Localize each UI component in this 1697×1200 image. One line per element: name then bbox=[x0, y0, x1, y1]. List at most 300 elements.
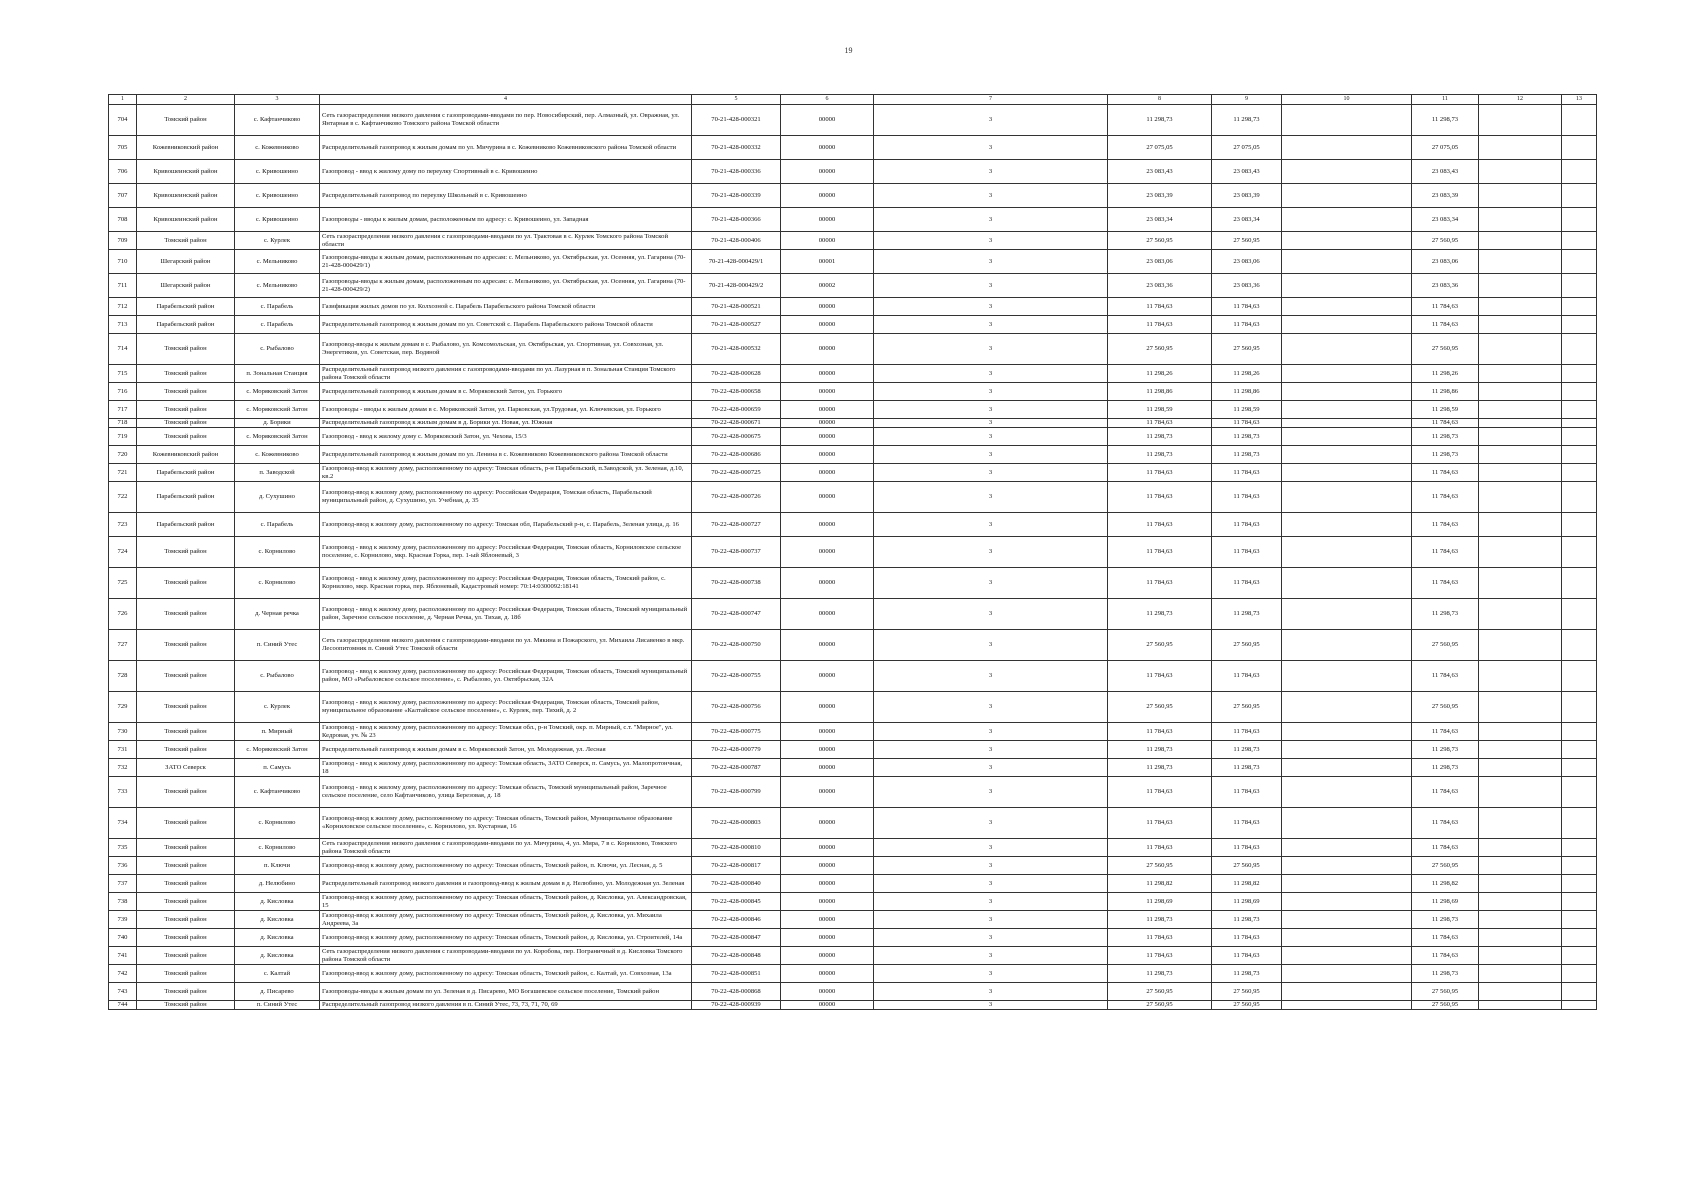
table-cell-col12 bbox=[1479, 723, 1562, 741]
table-cell-col7: 3 bbox=[874, 136, 1108, 160]
table-body bbox=[109, 105, 1597, 1010]
table-row bbox=[109, 334, 1597, 365]
table-cell-col7: 3 bbox=[874, 1001, 1108, 1010]
table-cell-col3: с. Калтай bbox=[235, 965, 320, 983]
table-cell-col8: 11 298,73 bbox=[1108, 105, 1212, 136]
table-cell-col13 bbox=[1562, 537, 1597, 568]
table-cell-col10 bbox=[1282, 250, 1412, 274]
table-cell-col4: Сеть газораспределения низкого давления с газопроводами-вводами по ул. Коробова, пер. Пограничный в д. Кисловка Томского района Томской области bbox=[320, 947, 692, 965]
table-cell-col7: 3 bbox=[874, 630, 1108, 661]
table-row bbox=[109, 983, 1597, 1001]
table-cell-col12 bbox=[1479, 298, 1562, 316]
table-cell-col1: 711 bbox=[109, 274, 137, 298]
table-cell-col5: 70-22-428-000737 bbox=[692, 537, 781, 568]
table-cell-col10 bbox=[1282, 105, 1412, 136]
table-cell-col13 bbox=[1562, 274, 1597, 298]
table-cell-col6: 00000 bbox=[781, 661, 874, 692]
table-cell-col8: 11 784,63 bbox=[1108, 661, 1212, 692]
table-cell-col4: Газопровод-ввод к жилому дому, расположенному по адресу: Томская область, р-н Парабельский, п.Заводской, ул. Зеленая, д.10, кв.2 bbox=[320, 464, 692, 482]
table-cell-col13 bbox=[1562, 316, 1597, 334]
table-cell-col9: 27 560,95 bbox=[1212, 692, 1282, 723]
table-cell-col13 bbox=[1562, 184, 1597, 208]
table-cell-col8: 11 298,86 bbox=[1108, 383, 1212, 401]
table-cell-col2: Томский район bbox=[137, 965, 235, 983]
table-cell-col1: 706 bbox=[109, 160, 137, 184]
table-cell-col12 bbox=[1479, 419, 1562, 428]
table-cell-col12 bbox=[1479, 383, 1562, 401]
table-row bbox=[109, 136, 1597, 160]
table-cell-col10 bbox=[1282, 482, 1412, 513]
table-row bbox=[109, 232, 1597, 250]
table-cell-col6: 00000 bbox=[781, 316, 874, 334]
table-cell-col3: с. Рыбалово bbox=[235, 661, 320, 692]
table-cell-col11: 11 298,73 bbox=[1412, 965, 1479, 983]
table-cell-col8: 11 784,63 bbox=[1108, 568, 1212, 599]
table-cell-col9: 11 784,63 bbox=[1212, 482, 1282, 513]
table-cell-col1: 708 bbox=[109, 208, 137, 232]
table-cell-col13 bbox=[1562, 661, 1597, 692]
table-cell-col6: 00000 bbox=[781, 741, 874, 759]
table-cell-col7: 3 bbox=[874, 513, 1108, 537]
table-cell-col9: 11 784,63 bbox=[1212, 839, 1282, 857]
table-cell-col4: Газопровод - ввод к жилому дому, расположенному по адресу: Российская Федерация, Томская область, Корниловское сельское поселение, с. Корнилово, мкр. Красная Горка, пер. 1-ый Яблоневый, 3 bbox=[320, 537, 692, 568]
table-cell-col12 bbox=[1479, 911, 1562, 929]
table-cell-col12 bbox=[1479, 777, 1562, 808]
table-cell-col13 bbox=[1562, 105, 1597, 136]
table-cell-col6: 00000 bbox=[781, 208, 874, 232]
table-cell-col3: д. Борики bbox=[235, 419, 320, 428]
table-cell-col4: Газопровод-ввод к жилому дому, расположенному по адресу: Томская область, Томский район, с. Калтай, ул. Совхозная, 13а bbox=[320, 965, 692, 983]
table-cell-col1: 721 bbox=[109, 464, 137, 482]
table-cell-col9: 11 298,86 bbox=[1212, 383, 1282, 401]
table-cell-col3: с. Кафтанчиково bbox=[235, 105, 320, 136]
table-cell-col1: 735 bbox=[109, 839, 137, 857]
table-cell-col9: 11 784,63 bbox=[1212, 929, 1282, 947]
table-cell-col11: 11 298,59 bbox=[1412, 401, 1479, 419]
table-cell-col4: Распределительный газопровод к жилым домам по ул. Ленина в с. Кожевниково Кожевниковского района Томской области bbox=[320, 446, 692, 464]
table-cell-col7: 3 bbox=[874, 947, 1108, 965]
table-cell-col5: 70-21-428-000332 bbox=[692, 136, 781, 160]
table-row bbox=[109, 274, 1597, 298]
table-cell-col5: 70-22-428-000779 bbox=[692, 741, 781, 759]
table-cell-col10 bbox=[1282, 808, 1412, 839]
table-cell-col9: 23 083,39 bbox=[1212, 184, 1282, 208]
table-cell-col8: 11 784,63 bbox=[1108, 839, 1212, 857]
table-cell-col1: 720 bbox=[109, 446, 137, 464]
table-cell-col3: с. Моряковский Затон bbox=[235, 383, 320, 401]
table-cell-col2: Томский район bbox=[137, 911, 235, 929]
table-cell-col7: 3 bbox=[874, 857, 1108, 875]
table-cell-col12 bbox=[1479, 741, 1562, 759]
table-cell-col1: 728 bbox=[109, 661, 137, 692]
table-cell-col9: 11 298,59 bbox=[1212, 401, 1282, 419]
table-cell-col12 bbox=[1479, 839, 1562, 857]
table-cell-col11: 11 784,63 bbox=[1412, 777, 1479, 808]
table-cell-col1: 714 bbox=[109, 334, 137, 365]
table-cell-col10 bbox=[1282, 568, 1412, 599]
table-cell-col3: с. Кривошеино bbox=[235, 184, 320, 208]
table-cell-col11: 11 784,63 bbox=[1412, 929, 1479, 947]
table-cell-col11: 11 784,63 bbox=[1412, 723, 1479, 741]
table-cell-col6: 00000 bbox=[781, 568, 874, 599]
table-cell-col7: 3 bbox=[874, 568, 1108, 599]
table-cell-col12 bbox=[1479, 446, 1562, 464]
table-cell-col10 bbox=[1282, 383, 1412, 401]
table-cell-col9: 27 075,05 bbox=[1212, 136, 1282, 160]
table-cell-col2: Томский район bbox=[137, 857, 235, 875]
table-cell-col3: п. Синий Утес bbox=[235, 1001, 320, 1010]
table-cell-col8: 23 083,36 bbox=[1108, 274, 1212, 298]
table-cell-col8: 27 560,95 bbox=[1108, 1001, 1212, 1010]
table-cell-col2: Кривошеинский район bbox=[137, 208, 235, 232]
table-cell-col12 bbox=[1479, 232, 1562, 250]
table-cell-col3: д. Кисловка bbox=[235, 911, 320, 929]
table-cell-col3: п. Самусь bbox=[235, 759, 320, 777]
table-cell-col12 bbox=[1479, 274, 1562, 298]
table-cell-col9: 27 560,95 bbox=[1212, 857, 1282, 875]
table-cell-col7: 3 bbox=[874, 383, 1108, 401]
table-cell-col8: 27 560,95 bbox=[1108, 232, 1212, 250]
table-row bbox=[109, 692, 1597, 723]
table-cell-col10 bbox=[1282, 464, 1412, 482]
table-cell-col5: 70-22-428-000799 bbox=[692, 777, 781, 808]
table-cell-col12 bbox=[1479, 184, 1562, 208]
table-row bbox=[109, 929, 1597, 947]
table-cell-col9: 11 784,63 bbox=[1212, 661, 1282, 692]
table-cell-col6: 00000 bbox=[781, 365, 874, 383]
table-cell-col7: 3 bbox=[874, 184, 1108, 208]
table-cell-col4: Распределительный газопровод к жилым домам в д. Борики ул. Новая, ул. Южная bbox=[320, 419, 692, 428]
table-cell-col4: Распределительный газопровод низкого давления и газопровод-ввод к жилым домам в д. Нелюбино, ул. Молодежная ул. Зеленая bbox=[320, 875, 692, 893]
table-cell-col5: 70-22-428-000848 bbox=[692, 947, 781, 965]
table-cell-col2: Томский район bbox=[137, 723, 235, 741]
table-cell-col1: 729 bbox=[109, 692, 137, 723]
table-cell-col5: 70-22-428-000671 bbox=[692, 419, 781, 428]
table-cell-col7: 3 bbox=[874, 105, 1108, 136]
table-cell-col5: 70-21-428-000429/1 bbox=[692, 250, 781, 274]
table-cell-col8: 11 784,63 bbox=[1108, 298, 1212, 316]
table-cell-col8: 11 298,26 bbox=[1108, 365, 1212, 383]
table-cell-col4: Газопровод-ввод к жилому дому, расположенному по адресу: Томская область, Томский район, д. Кисловка, ул. Строителей, 14а bbox=[320, 929, 692, 947]
table-cell-col1: 710 bbox=[109, 250, 137, 274]
table-cell-col12 bbox=[1479, 857, 1562, 875]
table-cell-col1: 743 bbox=[109, 983, 137, 1001]
table-cell-col5: 70-21-428-000339 bbox=[692, 184, 781, 208]
table-cell-col9: 27 560,95 bbox=[1212, 232, 1282, 250]
table-cell-col13 bbox=[1562, 857, 1597, 875]
table-cell-col6: 00000 bbox=[781, 839, 874, 857]
column-header-7: 7 bbox=[874, 95, 1108, 105]
table-cell-col11: 11 784,63 bbox=[1412, 537, 1479, 568]
table-cell-col13 bbox=[1562, 723, 1597, 741]
table-cell-col11: 23 083,34 bbox=[1412, 208, 1479, 232]
table-row bbox=[109, 965, 1597, 983]
table-cell-col11: 23 083,36 bbox=[1412, 274, 1479, 298]
table-cell-col1: 719 bbox=[109, 428, 137, 446]
table-cell-col1: 744 bbox=[109, 1001, 137, 1010]
table-cell-col1: 742 bbox=[109, 965, 137, 983]
table-cell-col3: д. Нелюбино bbox=[235, 875, 320, 893]
table-cell-col13 bbox=[1562, 334, 1597, 365]
table-cell-col9: 11 784,63 bbox=[1212, 419, 1282, 428]
table-row bbox=[109, 759, 1597, 777]
table-cell-col8: 27 560,95 bbox=[1108, 692, 1212, 723]
table-cell-col10 bbox=[1282, 741, 1412, 759]
table-cell-col5: 70-22-428-000787 bbox=[692, 759, 781, 777]
table-cell-col7: 3 bbox=[874, 692, 1108, 723]
table-cell-col10 bbox=[1282, 513, 1412, 537]
table-cell-col9: 11 298,73 bbox=[1212, 759, 1282, 777]
table-cell-col9: 23 083,43 bbox=[1212, 160, 1282, 184]
table-cell-col8: 11 298,73 bbox=[1108, 446, 1212, 464]
table-cell-col10 bbox=[1282, 630, 1412, 661]
table-cell-col1: 734 bbox=[109, 808, 137, 839]
table-cell-col5: 70-22-428-000726 bbox=[692, 482, 781, 513]
table-cell-col13 bbox=[1562, 893, 1597, 911]
table-row bbox=[109, 839, 1597, 857]
table-row bbox=[109, 947, 1597, 965]
table-cell-col13 bbox=[1562, 568, 1597, 599]
table-cell-col11: 11 784,63 bbox=[1412, 839, 1479, 857]
table-cell-col6: 00000 bbox=[781, 298, 874, 316]
table-cell-col9: 23 083,06 bbox=[1212, 250, 1282, 274]
table-cell-col3: с. Корнилово bbox=[235, 839, 320, 857]
table-cell-col12 bbox=[1479, 808, 1562, 839]
table-cell-col5: 70-21-428-000406 bbox=[692, 232, 781, 250]
table-cell-col10 bbox=[1282, 857, 1412, 875]
table-cell-col2: Шегарский район bbox=[137, 274, 235, 298]
table-cell-col6: 00000 bbox=[781, 630, 874, 661]
table-cell-col2: Томский район bbox=[137, 630, 235, 661]
table-cell-col5: 70-21-428-000429/2 bbox=[692, 274, 781, 298]
table-cell-col10 bbox=[1282, 298, 1412, 316]
table-cell-col2: Томский район bbox=[137, 777, 235, 808]
table-cell-col8: 11 784,63 bbox=[1108, 929, 1212, 947]
table-cell-col7: 3 bbox=[874, 428, 1108, 446]
table-cell-col4: Сеть газораспределения низкого давления с газопроводами-вводами по пер. Новосибирский, пер. Алмазный, ул. Овражная, ул. Янтарная в с. Кафтанчиково Томского района Томской области bbox=[320, 105, 692, 136]
table-cell-col13 bbox=[1562, 929, 1597, 947]
table-cell-col7: 3 bbox=[874, 334, 1108, 365]
table-cell-col9: 27 560,95 bbox=[1212, 983, 1282, 1001]
table-cell-col10 bbox=[1282, 334, 1412, 365]
table-cell-col5: 70-22-428-000939 bbox=[692, 1001, 781, 1010]
table-cell-col3: д. Писарево bbox=[235, 983, 320, 1001]
table-cell-col9: 23 083,34 bbox=[1212, 208, 1282, 232]
table-cell-col6: 00000 bbox=[781, 537, 874, 568]
table-row bbox=[109, 419, 1597, 428]
table-cell-col10 bbox=[1282, 160, 1412, 184]
table-cell-col8: 11 784,63 bbox=[1108, 808, 1212, 839]
table-cell-col3: с. Корнилово bbox=[235, 808, 320, 839]
table-cell-col8: 11 784,63 bbox=[1108, 723, 1212, 741]
table-cell-col6: 00000 bbox=[781, 947, 874, 965]
table-cell-col3: с. Корнилово bbox=[235, 537, 320, 568]
table-cell-col2: Парабельский район bbox=[137, 316, 235, 334]
table-cell-col2: Томский район bbox=[137, 947, 235, 965]
table-cell-col5: 70-21-428-000336 bbox=[692, 160, 781, 184]
table-cell-col5: 70-21-428-000366 bbox=[692, 208, 781, 232]
table-cell-col3: п. Синий Утес bbox=[235, 630, 320, 661]
table-cell-col9: 11 298,73 bbox=[1212, 428, 1282, 446]
table-row bbox=[109, 661, 1597, 692]
table-cell-col5: 70-21-428-000532 bbox=[692, 334, 781, 365]
table-cell-col11: 11 784,63 bbox=[1412, 464, 1479, 482]
table-cell-col6: 00000 bbox=[781, 911, 874, 929]
table-cell-col10 bbox=[1282, 365, 1412, 383]
table-cell-col5: 70-22-428-000868 bbox=[692, 983, 781, 1001]
table-cell-col2: Томский район bbox=[137, 929, 235, 947]
table-cell-col10 bbox=[1282, 232, 1412, 250]
table-cell-col8: 11 784,63 bbox=[1108, 947, 1212, 965]
table-cell-col12 bbox=[1479, 568, 1562, 599]
table-cell-col8: 11 298,82 bbox=[1108, 875, 1212, 893]
table-cell-col7: 3 bbox=[874, 929, 1108, 947]
table-cell-col9: 11 784,63 bbox=[1212, 808, 1282, 839]
table-cell-col8: 11 784,63 bbox=[1108, 419, 1212, 428]
table-cell-col8: 27 560,95 bbox=[1108, 630, 1212, 661]
table-cell-col8: 11 784,63 bbox=[1108, 316, 1212, 334]
table-cell-col10 bbox=[1282, 875, 1412, 893]
table-cell-col11: 11 298,73 bbox=[1412, 911, 1479, 929]
table-cell-col1: 731 bbox=[109, 741, 137, 759]
table-cell-col13 bbox=[1562, 839, 1597, 857]
table-cell-col3: п. Зональная Станция bbox=[235, 365, 320, 383]
table-cell-col4: Газопровод - ввод к жилому дому, расположенному по адресу: Томская обл., р-н Томский, окр. п. Мирный, с.т. "Мирное", ул. Кедровая, уч. № 23 bbox=[320, 723, 692, 741]
table-cell-col2: Томский район bbox=[137, 334, 235, 365]
table-cell-col1: 736 bbox=[109, 857, 137, 875]
table-cell-col4: Газопроводы-вводы к жилым домам по ул. Зеленая в д. Писарево, МО Богашевское сельское поселение, Томский район bbox=[320, 983, 692, 1001]
table-cell-col6: 00000 bbox=[781, 105, 874, 136]
table-cell-col11: 11 298,73 bbox=[1412, 599, 1479, 630]
table-header bbox=[109, 95, 1597, 105]
table-cell-col4: Распределительный газопровод к жилым домам в с. Моряковский Затон, ул. Горького bbox=[320, 383, 692, 401]
table-cell-col4: Распределительный газопровод низкого давления с газопроводами-вводами по ул. Лазурная в п. Зональная Станция Томского района Томской области bbox=[320, 365, 692, 383]
table-cell-col4: Сеть газораспределения низкого давления с газопроводами-вводами по ул. Мякина и Пожарского, ул. Михаила Лисавенко в мкр. Лесоопитомник п. Синий Утес Томской области bbox=[320, 630, 692, 661]
table-cell-col3: с. Рыбалово bbox=[235, 334, 320, 365]
table-cell-col13 bbox=[1562, 947, 1597, 965]
table-cell-col3: д. Черная речка bbox=[235, 599, 320, 630]
table-cell-col2: Томский район bbox=[137, 105, 235, 136]
table-cell-col2: Томский район bbox=[137, 537, 235, 568]
table-cell-col8: 23 083,43 bbox=[1108, 160, 1212, 184]
table-cell-col6: 00001 bbox=[781, 250, 874, 274]
table-cell-col13 bbox=[1562, 983, 1597, 1001]
table-cell-col12 bbox=[1479, 661, 1562, 692]
table-cell-col5: 70-22-428-000810 bbox=[692, 839, 781, 857]
table-row bbox=[109, 1001, 1597, 1010]
table-cell-col2: Кривошеинский район bbox=[137, 160, 235, 184]
table-cell-col11: 11 784,63 bbox=[1412, 482, 1479, 513]
table-cell-col8: 11 298,59 bbox=[1108, 401, 1212, 419]
table-cell-col13 bbox=[1562, 599, 1597, 630]
table-cell-col12 bbox=[1479, 464, 1562, 482]
table-cell-col4: Газопровод - ввод к жилому дому с. Моряковский Затон, ул. Чехова, 15/3 bbox=[320, 428, 692, 446]
table-cell-col8: 27 560,95 bbox=[1108, 857, 1212, 875]
table-row bbox=[109, 428, 1597, 446]
table-cell-col6: 00000 bbox=[781, 513, 874, 537]
table-cell-col4: Газопровод-ввод к жилому дому, расположенному по адресу: Российская Федерация, Томская область, Парабельский муниципальный район, д. Сухушино, ул. Учебная, д. 35 bbox=[320, 482, 692, 513]
table-cell-col9: 11 784,63 bbox=[1212, 777, 1282, 808]
table-cell-col7: 3 bbox=[874, 250, 1108, 274]
table-cell-col13 bbox=[1562, 419, 1597, 428]
table-cell-col9: 11 784,63 bbox=[1212, 723, 1282, 741]
table-cell-col1: 704 bbox=[109, 105, 137, 136]
table-cell-col2: Томский район bbox=[137, 599, 235, 630]
table-cell-col12 bbox=[1479, 136, 1562, 160]
table-cell-col6: 00000 bbox=[781, 929, 874, 947]
table-cell-col1: 737 bbox=[109, 875, 137, 893]
table-cell-col9: 11 784,63 bbox=[1212, 298, 1282, 316]
table-cell-col11: 11 784,63 bbox=[1412, 947, 1479, 965]
table-cell-col8: 11 784,63 bbox=[1108, 537, 1212, 568]
table-cell-col5: 70-21-428-000321 bbox=[692, 105, 781, 136]
table-cell-col6: 00000 bbox=[781, 136, 874, 160]
table-cell-col8: 11 784,63 bbox=[1108, 482, 1212, 513]
table-cell-col2: Томский район bbox=[137, 401, 235, 419]
table-row bbox=[109, 105, 1597, 136]
table-cell-col6: 00000 bbox=[781, 1001, 874, 1010]
table-cell-col11: 11 784,63 bbox=[1412, 661, 1479, 692]
table-row bbox=[109, 160, 1597, 184]
table-cell-col10 bbox=[1282, 1001, 1412, 1010]
table-cell-col2: Кожевниковский район bbox=[137, 446, 235, 464]
table-cell-col3: д. Кисловка bbox=[235, 947, 320, 965]
table-cell-col10 bbox=[1282, 537, 1412, 568]
table-cell-col10 bbox=[1282, 208, 1412, 232]
table-cell-col12 bbox=[1479, 947, 1562, 965]
table-cell-col5: 70-22-428-000755 bbox=[692, 661, 781, 692]
table-cell-col2: Томский район bbox=[137, 692, 235, 723]
table-cell-col13 bbox=[1562, 777, 1597, 808]
table-cell-col9: 27 560,95 bbox=[1212, 630, 1282, 661]
table-cell-col6: 00000 bbox=[781, 464, 874, 482]
table-cell-col11: 23 083,06 bbox=[1412, 250, 1479, 274]
table-cell-col7: 3 bbox=[874, 316, 1108, 334]
table-cell-col4: Газопроводы - вводы к жилым домам в с. Моряковский Затон, ул. Парковская, ул.Трудовая, ул. Ключевская, ул. Горького bbox=[320, 401, 692, 419]
table-cell-col1: 725 bbox=[109, 568, 137, 599]
table-cell-col10 bbox=[1282, 839, 1412, 857]
table-cell-col13 bbox=[1562, 208, 1597, 232]
table-cell-col11: 11 784,63 bbox=[1412, 419, 1479, 428]
table-cell-col5: 70-21-428-000527 bbox=[692, 316, 781, 334]
table-cell-col13 bbox=[1562, 383, 1597, 401]
table-cell-col6: 00000 bbox=[781, 808, 874, 839]
table-cell-col12 bbox=[1479, 983, 1562, 1001]
table-cell-col1: 716 bbox=[109, 383, 137, 401]
table-cell-col12 bbox=[1479, 160, 1562, 184]
table-cell-col11: 27 560,95 bbox=[1412, 334, 1479, 365]
table-cell-col12 bbox=[1479, 965, 1562, 983]
register-table bbox=[108, 94, 1597, 1010]
table-cell-col1: 739 bbox=[109, 911, 137, 929]
table-cell-col2: Томский район bbox=[137, 1001, 235, 1010]
table-cell-col7: 3 bbox=[874, 893, 1108, 911]
table-cell-col12 bbox=[1479, 365, 1562, 383]
table-cell-col7: 3 bbox=[874, 777, 1108, 808]
table-cell-col13 bbox=[1562, 1001, 1597, 1010]
table-cell-col2: Томский район bbox=[137, 808, 235, 839]
table-cell-col11: 11 784,63 bbox=[1412, 298, 1479, 316]
table-cell-col4: Газопровод - ввод к жилому дому по переулку Спортивный в с. Кривошеино bbox=[320, 160, 692, 184]
table-cell-col5: 70-22-428-000675 bbox=[692, 428, 781, 446]
table-cell-col7: 3 bbox=[874, 160, 1108, 184]
table-row bbox=[109, 537, 1597, 568]
table-cell-col10 bbox=[1282, 401, 1412, 419]
table-cell-col6: 00000 bbox=[781, 482, 874, 513]
table-cell-col4: Газопровод-ввод к жилому дому, расположенному по адресу: Томская область, Томский район, Муниципальное образование «Корниловское сельское поселение», с. Корнилово, ул. Кустарная, 16 bbox=[320, 808, 692, 839]
table-cell-col6: 00000 bbox=[781, 383, 874, 401]
table-cell-col2: Томский район bbox=[137, 839, 235, 857]
